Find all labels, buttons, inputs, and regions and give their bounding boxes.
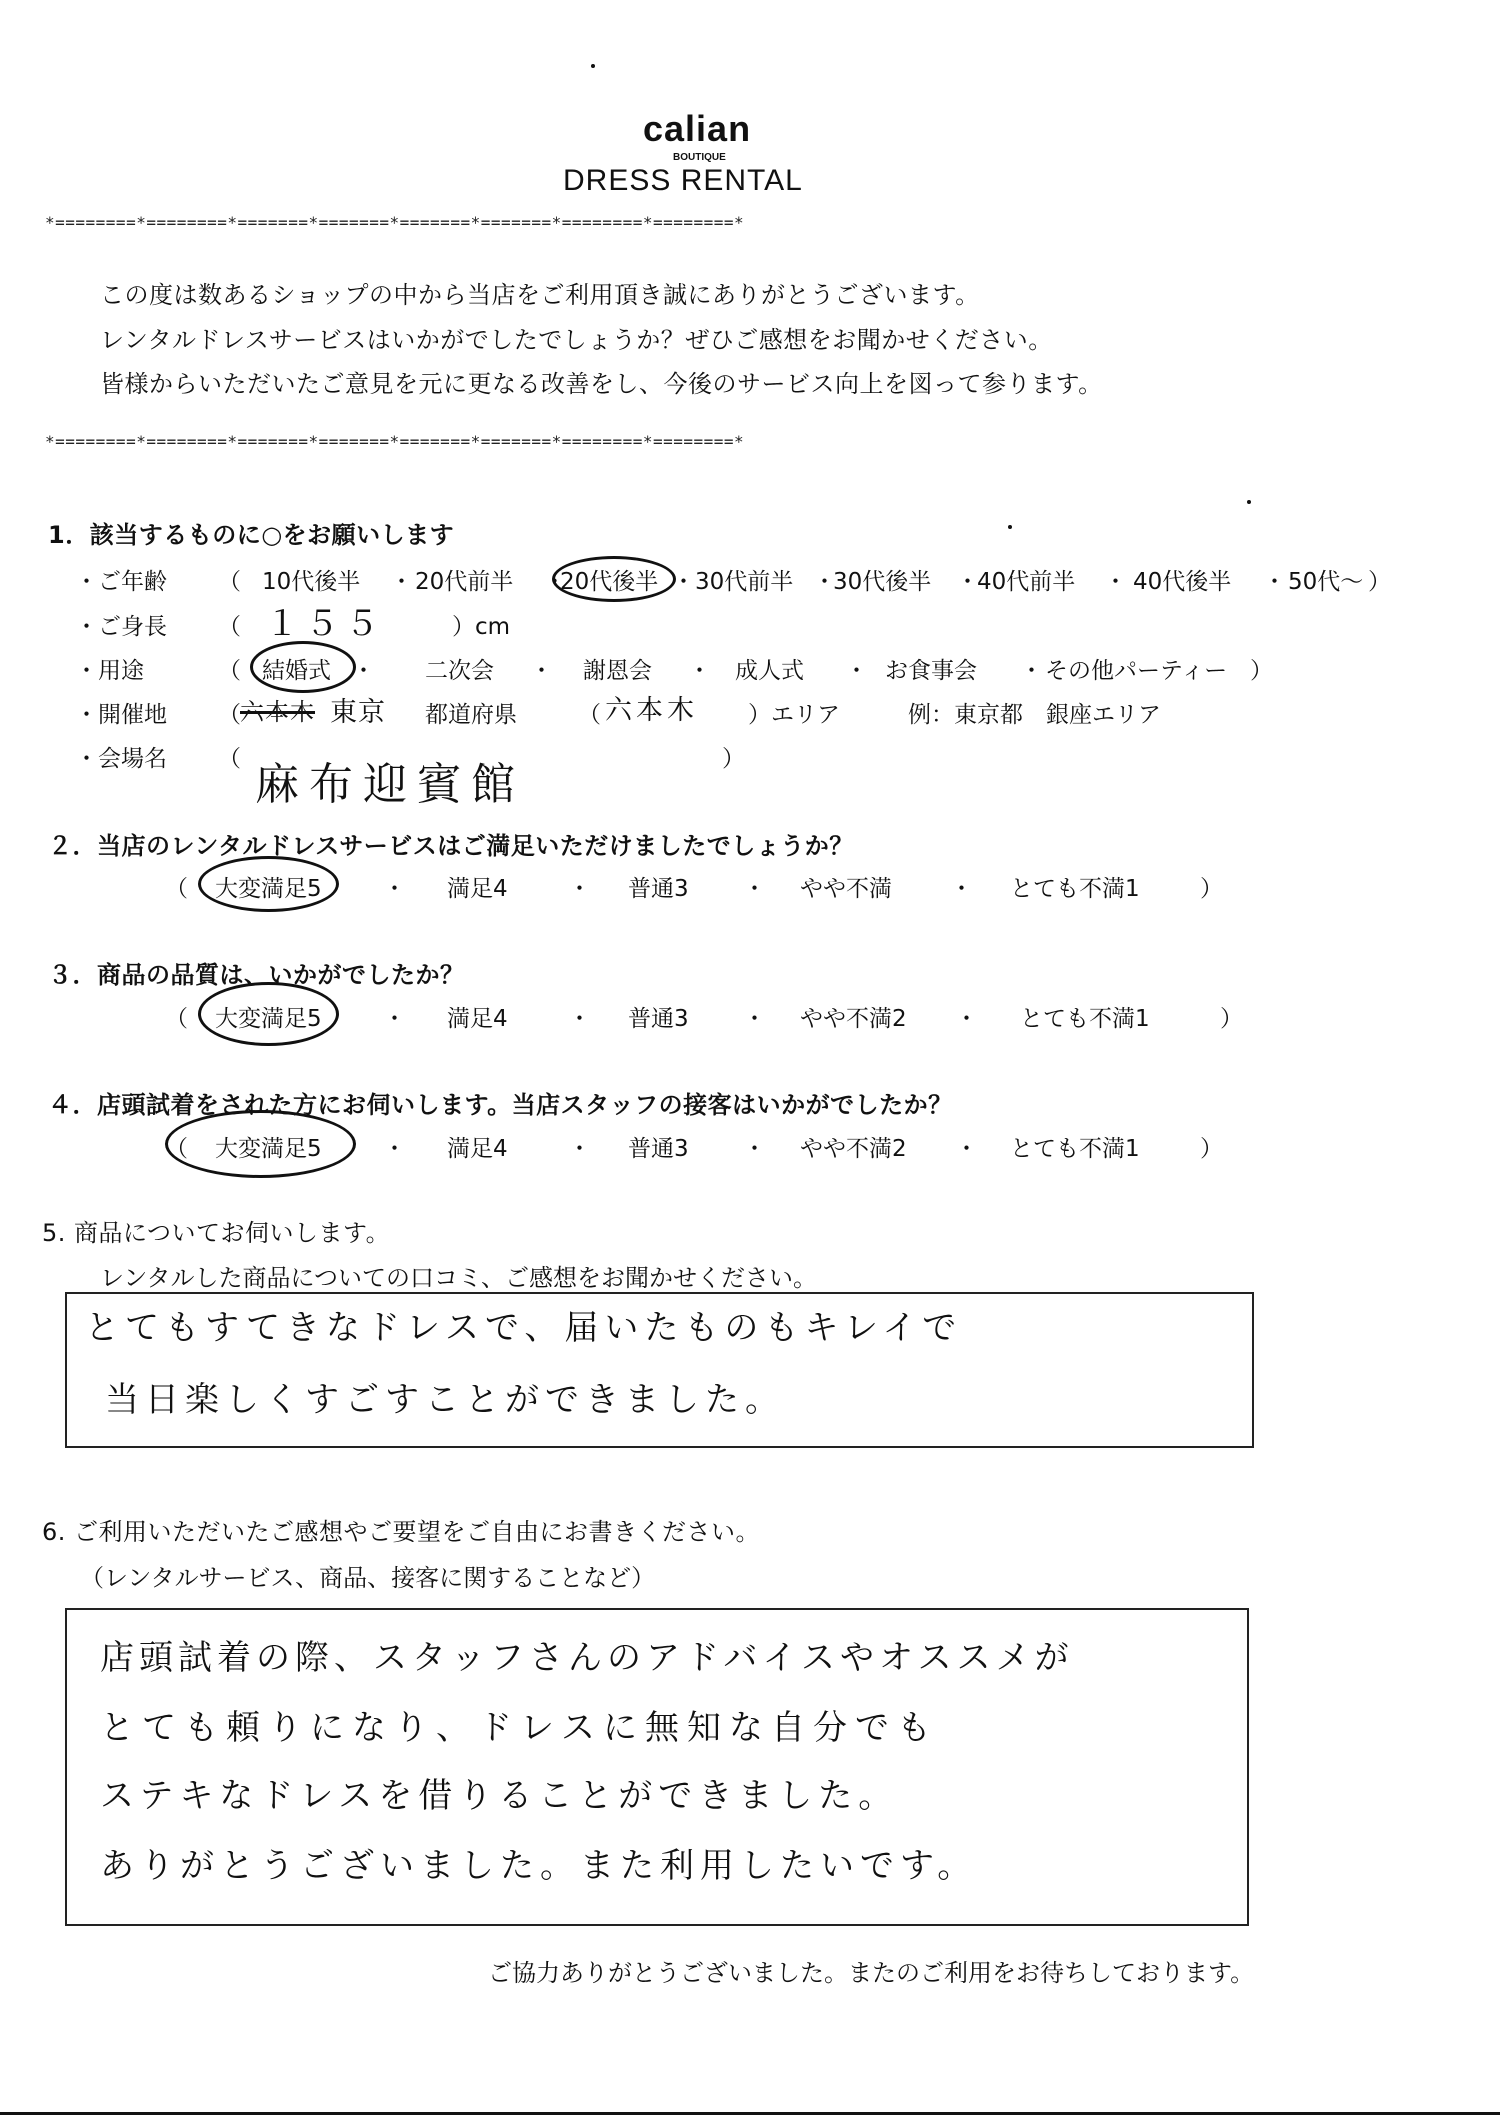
q3-title: ３．商品の品質は、いかがでしたか？ [48,961,465,989]
age-option[interactable]: 30代前半 [695,569,794,595]
q3-option[interactable]: やや不満2 [800,1006,907,1032]
location-value[interactable]: 東京 [330,697,386,728]
venue-label: ・会場名 [75,746,167,772]
separator: ・ [390,569,413,595]
q5-answer-line-1: とてもすてきなドレスで、届いたものもキレイで [85,1308,963,1348]
height-unit: ）cm [452,614,511,640]
separator: ・ [743,1136,766,1162]
footer-message: ご協力ありがとうございました。またのご利用をお待ちしております。 [488,1959,1255,1987]
separator: ・ [672,569,695,595]
purpose-option[interactable]: その他パーティー [1045,658,1228,684]
separator: ・ [568,876,591,902]
q1-title: 1．該当するものに○をお願いします [48,521,455,549]
age-option[interactable]: 40代後半 [1133,569,1232,595]
divider-top: *========*========*=======*=======*=======*=======*========*========* [45,213,745,232]
q2-close-paren: ） [1200,876,1223,902]
location-pref-label: 都道府県 [425,702,517,728]
q2-option-selected[interactable]: 大変満足5 [215,876,322,902]
separator: ・ [383,1136,406,1162]
purpose-option[interactable]: お食事会 [885,658,977,684]
intro-line-2: レンタルドレスサービスはいかがでしたでしょうか？ぜひご感想をお聞かせください。 [100,326,1053,354]
location-example: 例：東京都 銀座エリア [908,702,1161,728]
location-open-paren: （ [218,702,241,728]
q6-answer-line-3: ステキなドレスを借りることができました。 [100,1776,899,1816]
q2-option[interactable]: 満足4 [447,876,508,902]
age-option[interactable]: 20代前半 [415,569,514,595]
q4-open-paren: （ [165,1136,188,1162]
q6-title: 6. ご利用いただいたご感想やご要望をご自由にお書きください。 [42,1518,761,1546]
q5-title: 5. 商品についてお伺いします。 [42,1219,391,1247]
separator: ・ [688,658,711,684]
area-open-paren: （ [578,702,601,728]
q6-answer-line-4: ありがとうございました。また利用したいです。 [100,1846,978,1886]
divider-bottom: *========*========*=======*=======*=======*=======*========*========* [45,432,745,451]
age-option-selected[interactable]: 20代後半 [560,569,659,595]
q6-subtitle: （レンタルサービス、商品、接客に関することなど） [80,1564,656,1592]
scan-dot [591,64,595,68]
venue-value[interactable]: 麻布迎賓館 [255,759,525,810]
q5-answer-line-2: 当日楽しくすごすことができました。 [105,1380,785,1420]
purpose-open-paren: （ [218,658,241,684]
scan-dot [1008,525,1012,529]
age-option[interactable]: 10代後半 [262,569,361,595]
age-option[interactable]: 40代前半 [977,569,1076,595]
location-label: ・開催地 [75,702,167,728]
venue-close-paren: ） [722,746,745,772]
separator: ・ [743,876,766,902]
q2-option[interactable]: 普通3 [628,876,689,902]
selection-circle [250,641,356,693]
intro-line-1: この度は数あるショップの中から当店をご利用頂き誠にありがとうございます。 [100,281,980,309]
separator: ・ [955,1136,978,1162]
separator: ・ [950,876,973,902]
venue-open-paren: （ [218,746,241,772]
separator: ・ [955,1006,978,1032]
separator: ・ [568,1006,591,1032]
separator: ・ [530,658,553,684]
separator: ・ [383,876,406,902]
age-option[interactable]: 50代～ [1288,569,1364,595]
separator: ・ [743,1006,766,1032]
q3-option[interactable]: 普通3 [628,1006,689,1032]
separator: ・ [956,569,979,595]
separator: ・ [845,658,868,684]
location-struck-text: 六本木 [240,698,315,726]
q5-subtitle: レンタルした商品についての口コミ、ご感想をお聞かせください。 [100,1264,817,1292]
purpose-option-selected[interactable]: 結婚式 [262,658,331,684]
purpose-option[interactable]: 二次会 [425,658,494,684]
page-title: DRESS RENTAL [563,164,803,197]
purpose-option[interactable]: 謝恩会 [583,658,652,684]
q4-option[interactable]: やや不満2 [800,1136,907,1162]
selection-circle [552,556,676,602]
q3-option[interactable]: 満足4 [447,1006,508,1032]
scan-dot [1247,500,1251,504]
separator: ・ [1104,569,1127,595]
purpose-label: ・用途 [75,658,144,684]
separator: ・ [352,658,375,684]
q4-title: ４．店頭試着をされた方にお伺いします。当店スタッフの接客はいかがでしたか？ [48,1091,953,1119]
q4-option[interactable]: 普通3 [628,1136,689,1162]
q2-option[interactable]: やや不満 [800,876,892,902]
q2-title: ２．当店のレンタルドレスサービスはご満足いただけましたでしょうか？ [48,832,854,860]
separator: ・ [543,569,566,595]
separator: ・ [1020,658,1043,684]
intro-line-3: 皆様からいただいたご意見を元に更なる改善をし、今後のサービス向上を図って参ります。 [100,370,1103,398]
age-close-paren: ） [1368,569,1391,595]
page-bottom-rule [0,2112,1500,2115]
age-option[interactable]: 30代後半 [833,569,932,595]
separator: ・ [383,1006,406,1032]
selection-circle [198,982,339,1046]
age-open-paren: （ [218,569,241,595]
height-value[interactable]: １５５ [265,604,385,644]
area-close-label: ）エリア [748,702,840,728]
q4-option-selected[interactable]: 大変満足5 [215,1136,322,1162]
q6-answer-line-1: 店頭試着の際、スタッフさんのアドバイスやオススメが [100,1638,1074,1678]
age-label: ・ご年齢 [75,569,167,595]
logo: calian [643,108,752,149]
separator: ・ [813,569,836,595]
purpose-close-paren: ） [1250,658,1273,684]
logo-subtitle: BOUTIQUE [673,152,726,163]
area-value[interactable]: 六本木 [605,695,698,726]
q3-open-paren: （ [165,1006,188,1032]
height-open-paren: （ [218,614,241,640]
separator: ・ [1263,569,1286,595]
selection-circle [198,856,339,912]
q3-option[interactable]: とても不満1 [1020,1006,1150,1032]
selection-circle [165,1110,356,1178]
q4-option[interactable]: 満足4 [447,1136,508,1162]
q3-option-selected[interactable]: 大変満足5 [215,1006,322,1032]
height-label: ・ご身長 [75,614,167,640]
q6-answer-line-2: とても頼りになり、ドレスに無知な自分でも [100,1708,939,1748]
q2-open-paren: （ [165,876,188,902]
purpose-option[interactable]: 成人式 [735,658,804,684]
q3-close-paren: ） [1220,1006,1243,1032]
separator: ・ [568,1136,591,1162]
q4-close-paren: ） [1200,1136,1223,1162]
q4-option[interactable]: とても不満1 [1010,1136,1140,1162]
q2-option[interactable]: とても不満1 [1010,876,1140,902]
